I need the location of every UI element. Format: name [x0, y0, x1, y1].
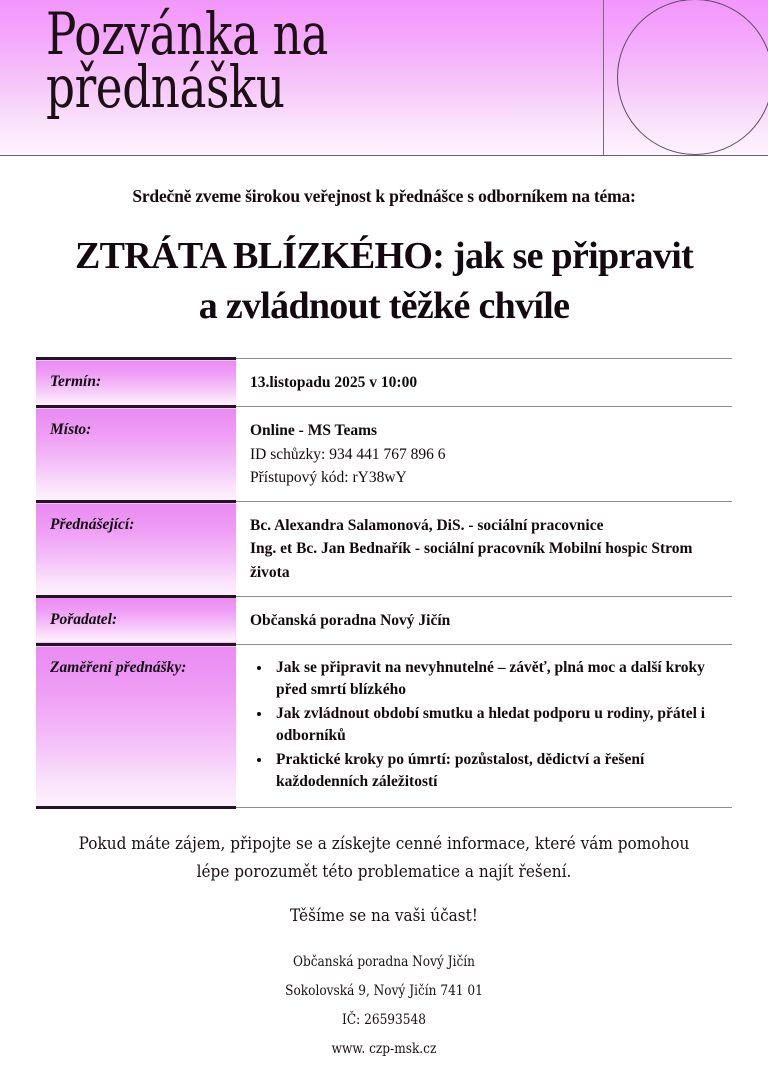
- row-label-zamereni: Zaměření přednášky:: [36, 645, 236, 808]
- contact-website: www. czp-msk.cz: [331, 1041, 437, 1058]
- value-line: Ing. et Bc. Jan Bednařík - sociální pracovník Mobilní hospic Strom života: [250, 540, 693, 581]
- table-row: [36, 407, 732, 502]
- contact-organization: Občanská poradna Nový Jičín: [293, 954, 475, 971]
- main-title-line-2: a zvládnout těžké chvíle: [198, 285, 570, 328]
- row-label-misto: Místo:: [36, 407, 236, 502]
- row-value-poradatel: [236, 596, 732, 644]
- row-label-termin: Termín:: [36, 359, 236, 407]
- contact-address: Sokolovská 9, Nový Jičín 741 01: [285, 983, 483, 1000]
- info-table-body: [36, 359, 732, 810]
- contact-block: [38, 948, 729, 1064]
- row-value-misto: [236, 407, 732, 502]
- list-item: • Jak se připravit na nevyhnutelné – závěť, plná moc a další kroky před smrtí blízkého: [272, 657, 722, 701]
- poster-title-line-2: přednášku: [46, 53, 285, 122]
- poster-title: [46, 0, 328, 122]
- row-value-termin: [236, 359, 732, 407]
- row-value-prednasejici: [236, 502, 732, 597]
- value-line: ID schůzky: 934 441 767 896 6: [250, 445, 446, 463]
- list-item: • Praktické kroky po úmrtí: pozůstalost, dědictví a řešení každodenních záležitostí: [272, 749, 722, 793]
- table-row: [36, 502, 732, 597]
- topic-list: [250, 657, 722, 793]
- cheer-text: Těšíme se na vaši účast!: [290, 906, 478, 927]
- info-table: [36, 357, 732, 809]
- row-value-zamereni: [236, 645, 732, 808]
- row-label-poradatel: Pořadatel:: [36, 596, 236, 644]
- table-row: [36, 645, 732, 808]
- value-line: Online - MS Teams: [250, 422, 378, 440]
- vertical-line-decoration: [603, 0, 604, 156]
- value-line: Bc. Alexandra Salamonová, DiS. - sociální pracovnice: [250, 517, 604, 535]
- circle-outline-icon: [617, 0, 768, 155]
- poster-header: [0, 0, 768, 157]
- table-row: [36, 596, 732, 644]
- table-foot-left: [36, 808, 236, 810]
- list-item: • Jak zvládnout období smutku a hledat podporu u rodiny, přátel i odborníků: [272, 703, 722, 747]
- closing-paragraph: Pokud máte zájem, připojte se a získejte cenné informace, které vám pomohou lépe porozumět této problematice a najít řešení.: [78, 834, 690, 882]
- value-line: Přístupový kód: rY38wY: [250, 468, 407, 486]
- contact-ico: IČ: 26593548: [342, 1012, 426, 1029]
- value-line: Občanská poradna Nový Jičín: [250, 611, 451, 629]
- value-line: 13.listopadu 2025 v 10:00: [250, 374, 418, 392]
- header-divider: [0, 155, 768, 156]
- page-title: [38, 231, 730, 331]
- row-label-prednasejici: Přednášející:: [36, 502, 236, 597]
- table-foot-right: [236, 808, 732, 810]
- table-row: [36, 359, 732, 407]
- main-title-line-1: ZTRÁTA BLÍZKÉHO: jak se připravit: [74, 234, 694, 277]
- intro-text: Srdečně zveme širokou veřejnost k přednášce s odborníkem na téma:: [132, 186, 636, 206]
- poster-title-line-1: Pozvánka na: [46, 0, 328, 68]
- table-bottom-border: [36, 808, 732, 810]
